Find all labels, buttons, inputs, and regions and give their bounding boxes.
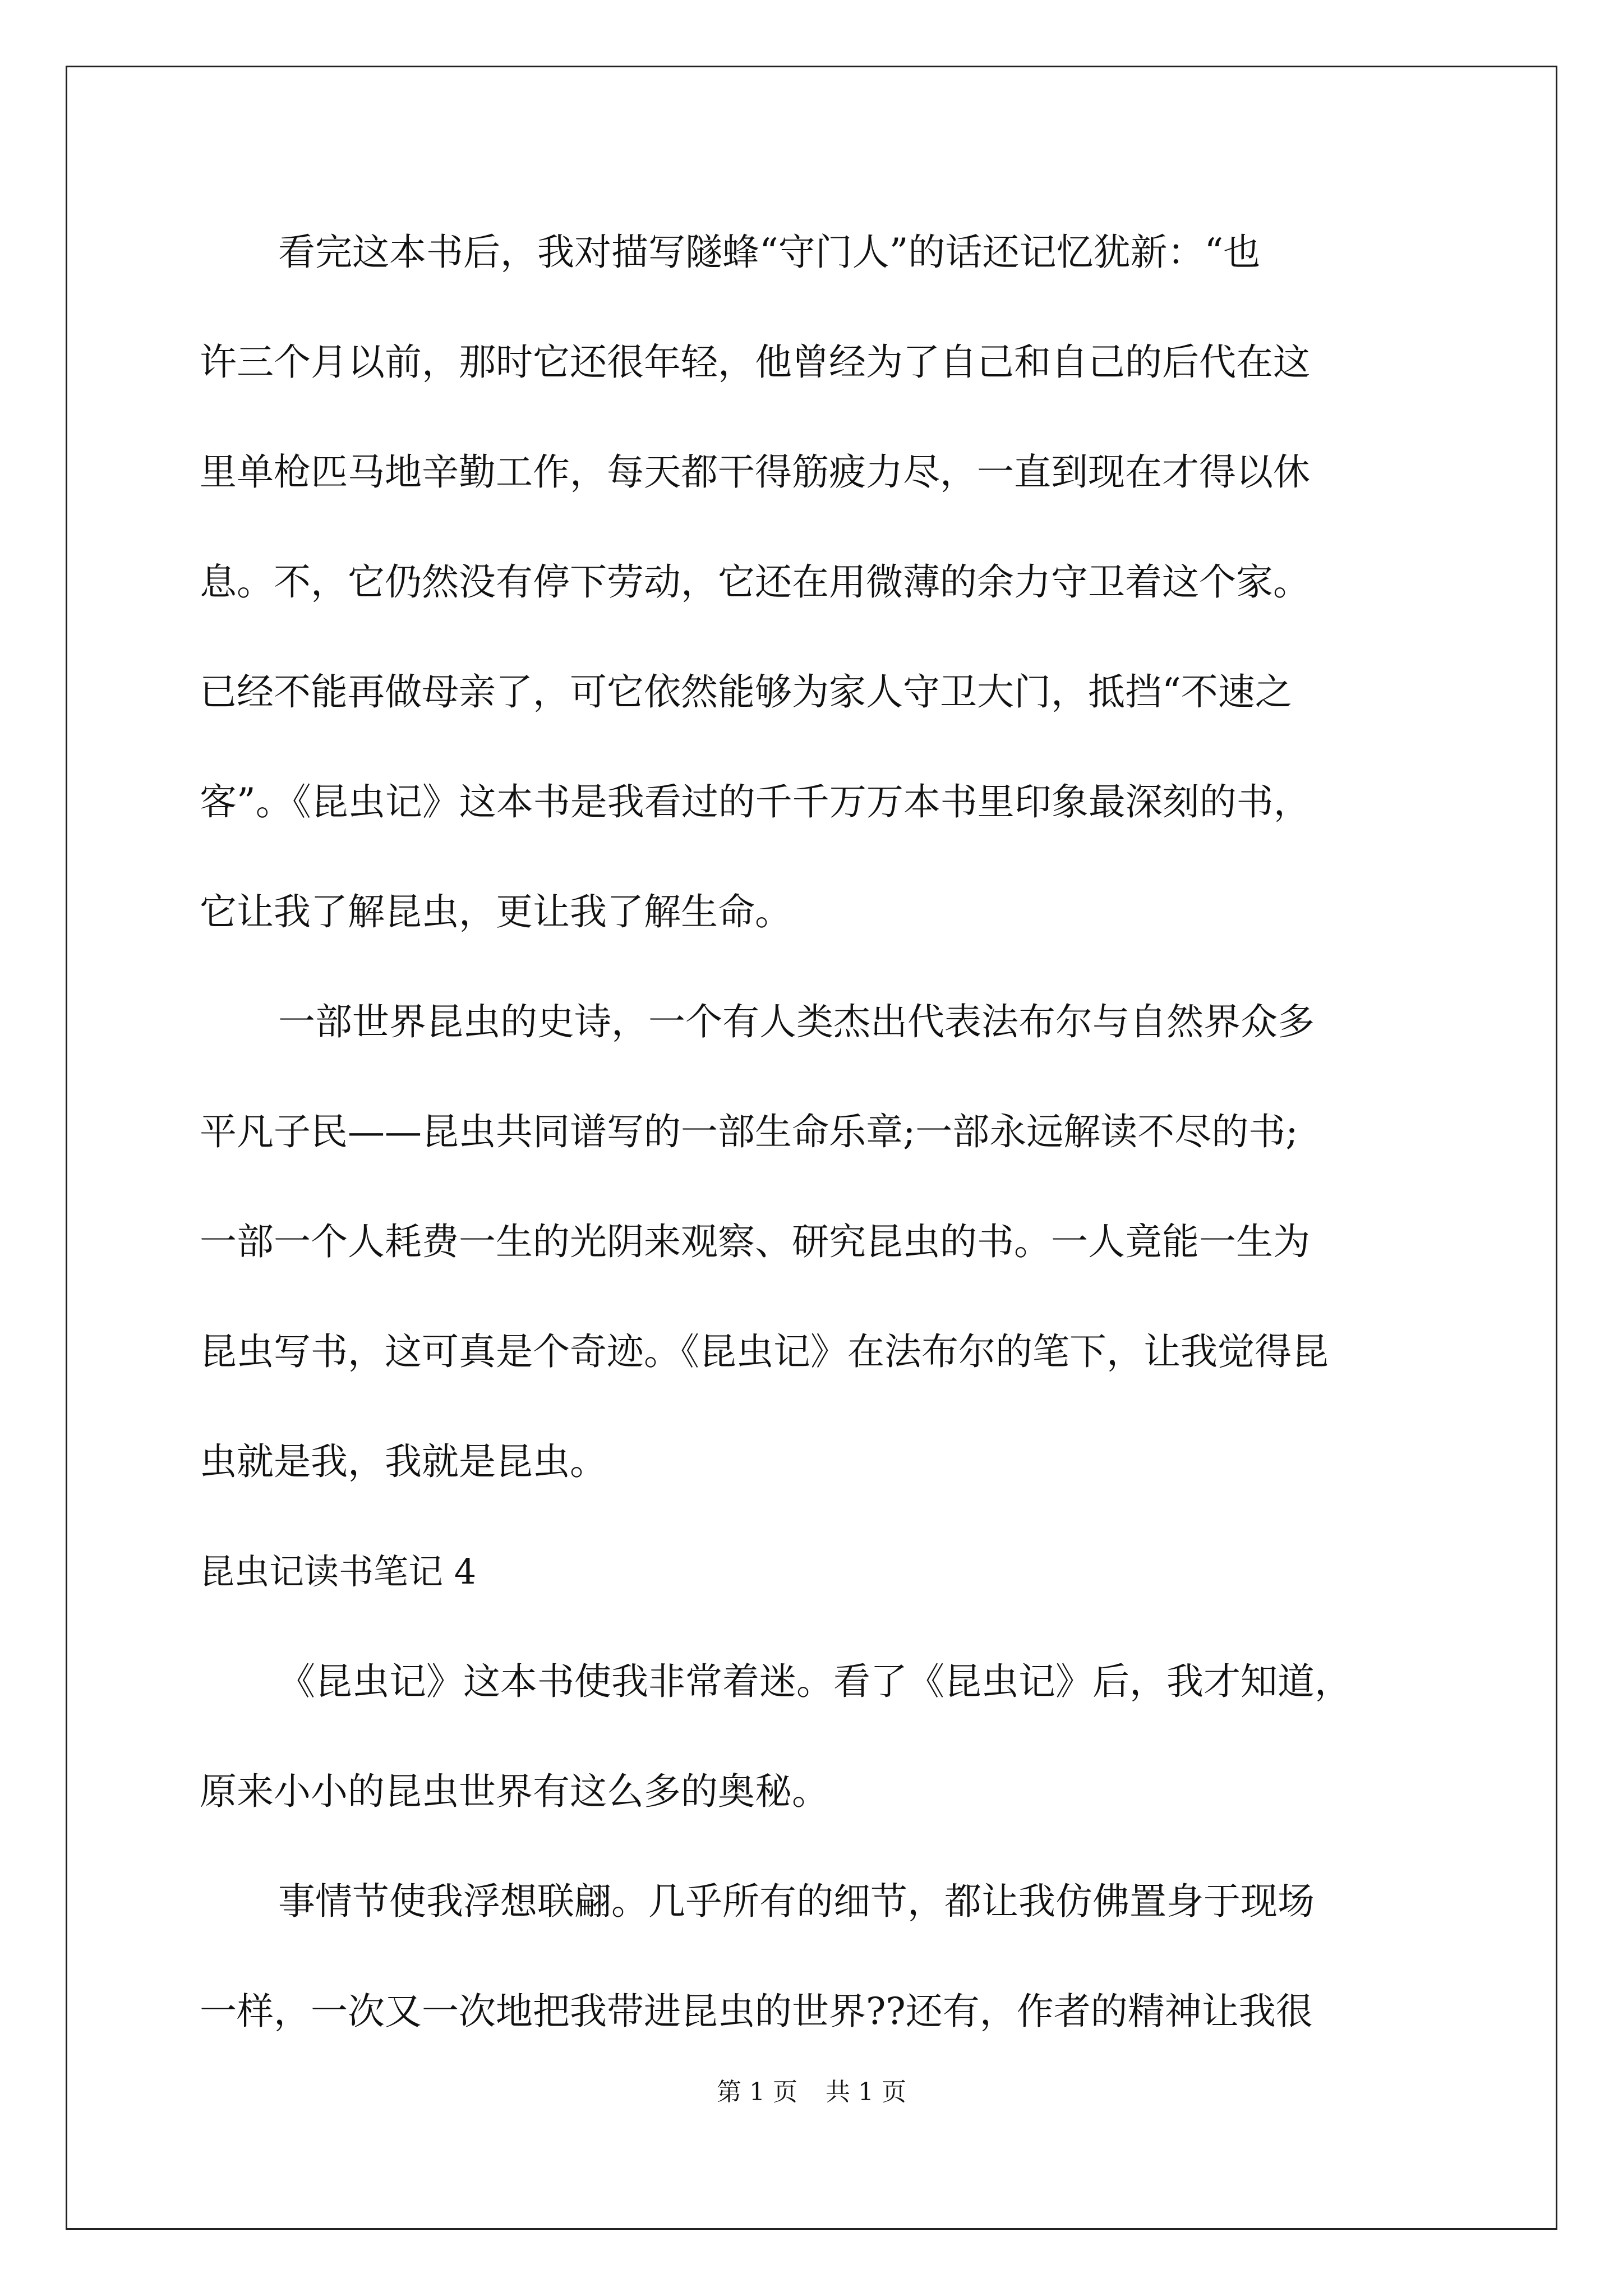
text-line: 里单枪匹马地辛勤工作，每天都干得筋疲力尽，一直到现在才得以休: [200, 450, 1310, 494]
page-number: 第 1 页: [717, 2078, 797, 2106]
text-line: 一部一个人耗费一生的光阴来观察、研究昆虫的书。一人竟能一生为: [200, 1220, 1310, 1263]
text-line: 虫就是我，我就是昆虫。: [200, 1440, 607, 1483]
text-line: 平凡子民——昆虫共同谱写的一部生命乐章;一部永远解读不尽的书;: [200, 1110, 1298, 1153]
text-line: 已经不能再做母亲了，可它依然能够为家人守卫大门，抵挡“不速之: [200, 670, 1292, 714]
text-line: 息。不，它仍然没有停下劳动，它还在用微薄的余力守卫着这个家。: [200, 560, 1310, 604]
text-line: 《昆虫记》这本书使我非常着迷。看了《昆虫记》后，我才知道，: [278, 1660, 1352, 1703]
text-line: 昆虫写书，这可真是个奇迹。《昆虫记》在法布尔的笔下，让我觉得昆: [200, 1330, 1329, 1373]
text-line: 它让我了解昆虫，更让我了解生命。: [200, 890, 792, 933]
page-total: 共 1 页: [826, 2078, 906, 2106]
text-line: 一部世界昆虫的史诗，一个有人类杰出代表法布尔与自然界众多: [278, 1000, 1315, 1043]
text-line: 一样，一次又一次地把我带进昆虫的世界??还有，作者的精神让我很: [200, 1990, 1313, 2033]
text-line: 原来小小的昆虫世界有这么多的奥秘。: [200, 1770, 829, 1813]
text-line: 许三个月以前，那时它还很年轻，他曾经为了自己和自己的后代在这: [200, 341, 1310, 384]
page-footer: [0, 2076, 1623, 2109]
text-line: 客”。《昆虫记》这本书是我看过的千千万万本书里印象最深刻的书，: [200, 780, 1311, 823]
text-line: 看完这本书后，我对描写隧蜂“守门人”的话还记忆犹新：“也: [278, 231, 1261, 274]
document-body: [200, 222, 1428, 2091]
text-line: 事情节使我浮想联翩。几乎所有的细节，都让我仿佛置身于现场: [278, 1880, 1315, 1923]
section-heading: 昆虫记读书笔记 4: [200, 1551, 477, 1592]
